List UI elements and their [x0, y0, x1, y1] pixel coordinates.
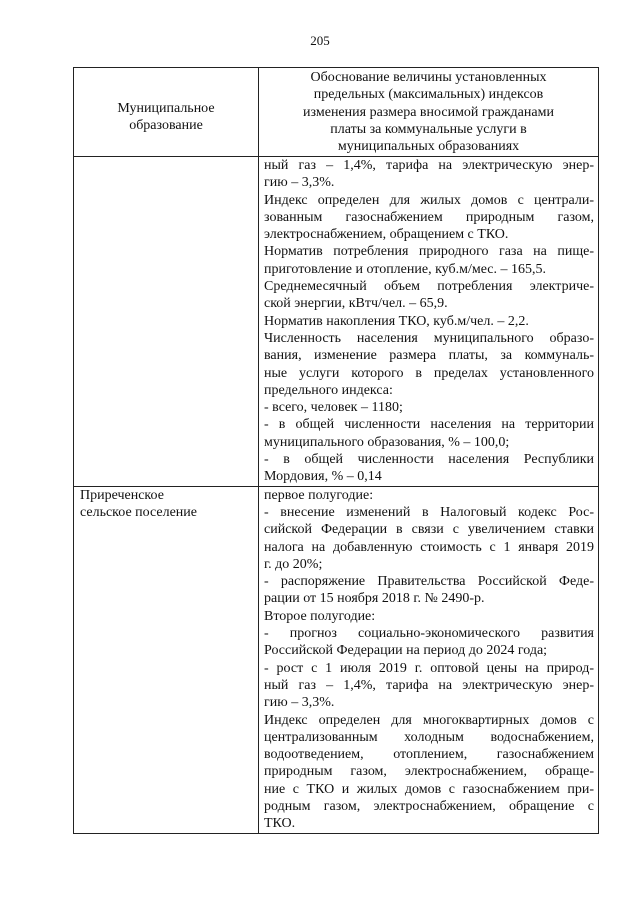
header-line: предельных (максимальных) индексов — [313, 87, 544, 103]
text-line: зованным газоснабжением природным газом, — [264, 209, 594, 225]
text-line: - в общей численности населения Республики — [264, 452, 594, 468]
text-line: гию – 3,3%. — [264, 695, 335, 711]
text-line: приготовление и отопление, куб.м/мес. – 165,5. — [264, 261, 547, 277]
municipality-cell — [74, 486, 259, 833]
text-line: природным газом, электроснабжением, обраще- — [264, 764, 594, 780]
municipality-name-line: Приреченское — [80, 487, 164, 503]
text-line: Численность населения муниципального образо- — [264, 330, 594, 346]
text-line: ный газ – 1,4%, тарифа на электрическую энер- — [264, 677, 594, 693]
text-line: гию – 3,3%. — [264, 175, 335, 191]
text-line: вания, изменение размера платы, за коммуналь- — [264, 348, 594, 364]
table-row — [74, 486, 599, 833]
header-municipality-text — [74, 90, 258, 135]
text-line: водоотведением, отоплением, газоснабжением — [264, 747, 594, 763]
text-line: Норматив накопления ТКО, куб.м/чел. – 2,2. — [264, 313, 529, 329]
text-line: ТКО. — [264, 816, 296, 832]
indices-table — [73, 67, 599, 834]
text-line: Мордовия, % – 0,14 — [264, 469, 382, 485]
text-line: Среднемесячный объем потребления электриче- — [264, 279, 594, 295]
header-line: муниципальных образованиях — [337, 139, 520, 155]
text-line: налога на добавленную стоимость с 1 января 2019 — [264, 539, 594, 555]
text-line: предельного индекса: — [264, 382, 393, 398]
text-line: муниципального образования, % – 100,0; — [264, 434, 510, 450]
text-line: первое полугодие: — [264, 487, 374, 503]
text-line: сийской Федерации в связи с увеличением ставки — [264, 522, 594, 538]
header-justification-text — [265, 68, 592, 155]
header-municipality — [74, 68, 259, 157]
text-line: рации от 15 ноября 2018 г. № 2490-р. — [264, 591, 485, 607]
text-line: г. до 20%; — [264, 556, 323, 572]
text-line: электроснабжением, обращением с ТКО. — [264, 227, 509, 243]
header-justification — [259, 68, 599, 157]
justification-cell — [259, 486, 599, 833]
text-line: ный газ – 1,4%, тарифа на электрическую энер- — [264, 158, 594, 173]
page-number: 205 — [310, 33, 330, 48]
text-line: ные услуги которого в пределах установленного — [264, 365, 594, 381]
text-line: - в общей численности населения на территории — [264, 417, 594, 433]
text-line: Индекс определен для жилых домов с централи- — [264, 192, 594, 208]
text-line: - рост с 1 июля 2019 г. оптовой цены на природ- — [264, 660, 594, 676]
text-line: - распоряжение Правительства Российской Феде- — [264, 574, 594, 590]
text-line: централизованным холодным водоснабжением, — [264, 729, 594, 745]
text-line: Второе полугодие: — [264, 608, 376, 624]
table-row — [74, 157, 599, 487]
table-header-row — [74, 68, 599, 157]
text-line: - внесение изменений в Налоговый кодекс Рос- — [264, 504, 594, 520]
text-line: - всего, человек – 1180; — [264, 400, 403, 416]
header-line: платы за коммунальные услуги в — [330, 121, 527, 137]
header-line: Обоснование величины установленных — [310, 70, 547, 85]
text-line: родным газом, электроснабжением, обращение с — [264, 798, 594, 814]
text-line: Норматив потребления природного газа на пище- — [264, 244, 594, 260]
text-line: ской энергии, кВтч/чел. – 65,9. — [264, 296, 448, 312]
header-line: образование — [129, 118, 203, 133]
header-line: Муниципальное — [117, 100, 215, 116]
text-line: ние с ТКО и жилых домов с газоснабжением при- — [264, 781, 594, 797]
text-line: Индекс определен для многоквартирных домов с — [264, 712, 594, 728]
text-line: Российской Федерации на период до 2024 года; — [264, 643, 548, 659]
header-line: изменения размера вносимой гражданами — [303, 104, 554, 120]
justification-cell — [259, 157, 599, 487]
municipality-name-line: сельское поселение — [80, 504, 197, 520]
municipality-cell — [74, 157, 259, 487]
text-line: - прогноз социально-экономического развития — [264, 626, 594, 642]
